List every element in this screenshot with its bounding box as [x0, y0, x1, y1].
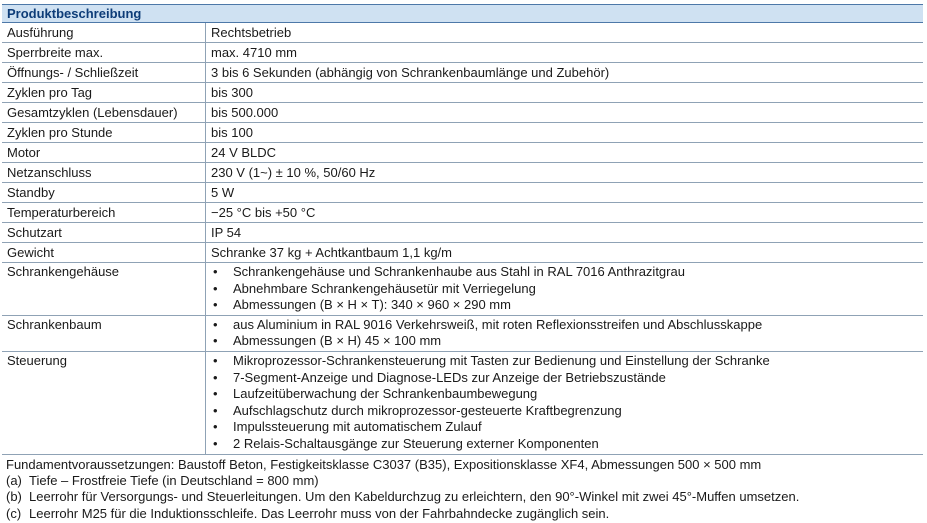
footnote-mark: (a)	[6, 472, 22, 488]
spec-label: Steuerung	[2, 351, 206, 454]
spec-label: Gewicht	[2, 243, 206, 263]
spec-value: Schranke 37 kg + Achtkantbaum 1,1 kg/m	[206, 243, 924, 263]
bullet-icon: •	[213, 316, 218, 332]
spec-value: IP 54	[206, 223, 924, 243]
bullet-item	[211, 333, 923, 350]
spec-row	[2, 23, 923, 43]
spec-table	[2, 23, 923, 455]
spec-label: Schrankenbaum	[2, 315, 206, 351]
bullet-text: aus Aluminium in RAL 9016 Verkehrsweiß, mit roten Reflexionsstreifen und Abschlusskappe	[233, 316, 763, 332]
footnote-text: Leerrohr M25 für die Induktionsschleife. Das Leerrohr muss von der Fahrbahndecke zugänglich sein.	[29, 505, 610, 521]
spec-row	[2, 103, 923, 123]
bullet-text: Laufzeitüberwachung der Schrankenbaumbewegung	[233, 386, 538, 402]
footnote-item	[6, 473, 923, 489]
footnote-text: Tiefe – Frostfreie Tiefe (in Deutschland = 800 mm)	[29, 472, 319, 488]
spec-row	[2, 143, 923, 163]
footnotes	[2, 457, 923, 523]
bullet-item	[211, 386, 923, 403]
spec-label: Gesamtzyklen (Lebensdauer)	[2, 103, 206, 123]
bullet-text: Impulssteuerung mit automatischem Zulauf	[233, 419, 482, 435]
bullet-text: 2 Relais-Schaltausgänge zur Steuerung externer Komponenten	[233, 435, 599, 451]
spec-value	[206, 263, 924, 316]
spec-label: Öffnungs- / Schließzeit	[2, 63, 206, 83]
bullet-text: Schrankengehäuse und Schrankenhaube aus Stahl in RAL 7016 Anthrazitgrau	[233, 264, 685, 279]
footnote-item	[6, 506, 923, 522]
bullet-icon: •	[213, 369, 218, 385]
bullet-icon: •	[213, 435, 218, 451]
spec-value: bis 100	[206, 123, 924, 143]
spec-label: Schutzart	[2, 223, 206, 243]
bullet-icon: •	[213, 264, 218, 279]
spec-label: Zyklen pro Stunde	[2, 123, 206, 143]
bullet-item	[211, 281, 923, 298]
spec-row	[2, 223, 923, 243]
bullet-icon: •	[213, 419, 218, 435]
bullet-item	[211, 403, 923, 420]
spec-row	[2, 63, 923, 83]
spec-label: Sperrbreite max.	[2, 43, 206, 63]
spec-value: Rechtsbetrieb	[206, 23, 924, 43]
bullet-icon: •	[213, 333, 218, 349]
spec-row	[2, 163, 923, 183]
spec-row	[2, 203, 923, 223]
footnote-intro: Fundamentvoraussetzungen: Baustoff Beton, Festigkeitsklasse C3037 (B35), Expositionsklasse XF4, Abmessungen 500 × 500 mm	[6, 456, 762, 472]
bullet-icon: •	[213, 352, 218, 368]
bullet-text: Abmessungen (B × H) 45 × 100 mm	[233, 333, 442, 349]
spec-row	[2, 83, 923, 103]
spec-value: bis 500.000	[206, 103, 924, 123]
spec-row	[2, 43, 923, 63]
bullet-text: Abnehmbare Schrankengehäusetür mit Verriegelung	[233, 280, 536, 296]
spec-row-housing	[2, 263, 923, 316]
spec-value: −25 °C bis +50 °C	[206, 203, 924, 223]
bullet-icon: •	[213, 386, 218, 402]
bullet-list	[211, 353, 923, 453]
spec-label: Standby	[2, 183, 206, 203]
spec-value: 3 bis 6 Sekunden (abhängig von Schrankenbaumlänge und Zubehör)	[206, 63, 924, 83]
spec-row	[2, 183, 923, 203]
bullet-item	[211, 297, 923, 314]
spec-value: 24 V BLDC	[206, 143, 924, 163]
footnote-mark: (c)	[6, 505, 22, 521]
bullet-text: 7-Segment-Anzeige und Diagnose-LEDs zur Anzeige der Betriebszustände	[233, 369, 666, 385]
bullet-item	[211, 370, 923, 387]
spec-value: bis 300	[206, 83, 924, 103]
spec-row	[2, 123, 923, 143]
bullet-text: Aufschlagschutz durch mikroprozessor-gesteuerte Kraftbegrenzung	[233, 402, 622, 418]
spec-value	[206, 351, 924, 454]
bullet-item	[211, 436, 923, 453]
spec-label: Temperaturbereich	[2, 203, 206, 223]
bullet-text: Abmessungen (B × H × T): 340 × 960 × 290 mm	[233, 297, 511, 313]
spec-row-boom	[2, 315, 923, 351]
spec-value	[206, 315, 924, 351]
bullet-item	[211, 419, 923, 436]
spec-value: max. 4710 mm	[206, 43, 924, 63]
spec-label: Netzanschluss	[2, 163, 206, 183]
footnote-mark: (b)	[6, 489, 22, 505]
product-spec-sheet	[2, 4, 923, 522]
spec-row-control	[2, 351, 923, 454]
bullet-item	[211, 317, 923, 334]
bullet-icon: •	[213, 402, 218, 418]
bullet-list	[211, 317, 923, 350]
section-title: Produktbeschreibung	[2, 4, 923, 23]
footnote-item	[6, 489, 923, 505]
footnote-text: Leerrohr für Versorgungs- und Steuerleitungen. Um den Kabeldurchzug zu erleichtern, den 90°-Winkel mit zwei 45°-Muffen umsetzen.	[29, 489, 800, 505]
spec-value: 5 W	[206, 183, 924, 203]
spec-value: 230 V (1~) ± 10 %, 50/60 Hz	[206, 163, 924, 183]
spec-label: Ausführung	[2, 23, 206, 43]
spec-row	[2, 243, 923, 263]
bullet-icon: •	[213, 297, 218, 313]
spec-label: Zyklen pro Tag	[2, 83, 206, 103]
bullet-item	[211, 264, 923, 281]
spec-label: Motor	[2, 143, 206, 163]
bullet-text: Mikroprozessor-Schrankensteuerung mit Tasten zur Bedienung und Einstellung der Schranke	[233, 352, 770, 368]
bullet-icon: •	[213, 280, 218, 296]
bullet-item	[211, 353, 923, 370]
bullet-list	[211, 264, 923, 314]
spec-label: Schrankengehäuse	[2, 263, 206, 316]
